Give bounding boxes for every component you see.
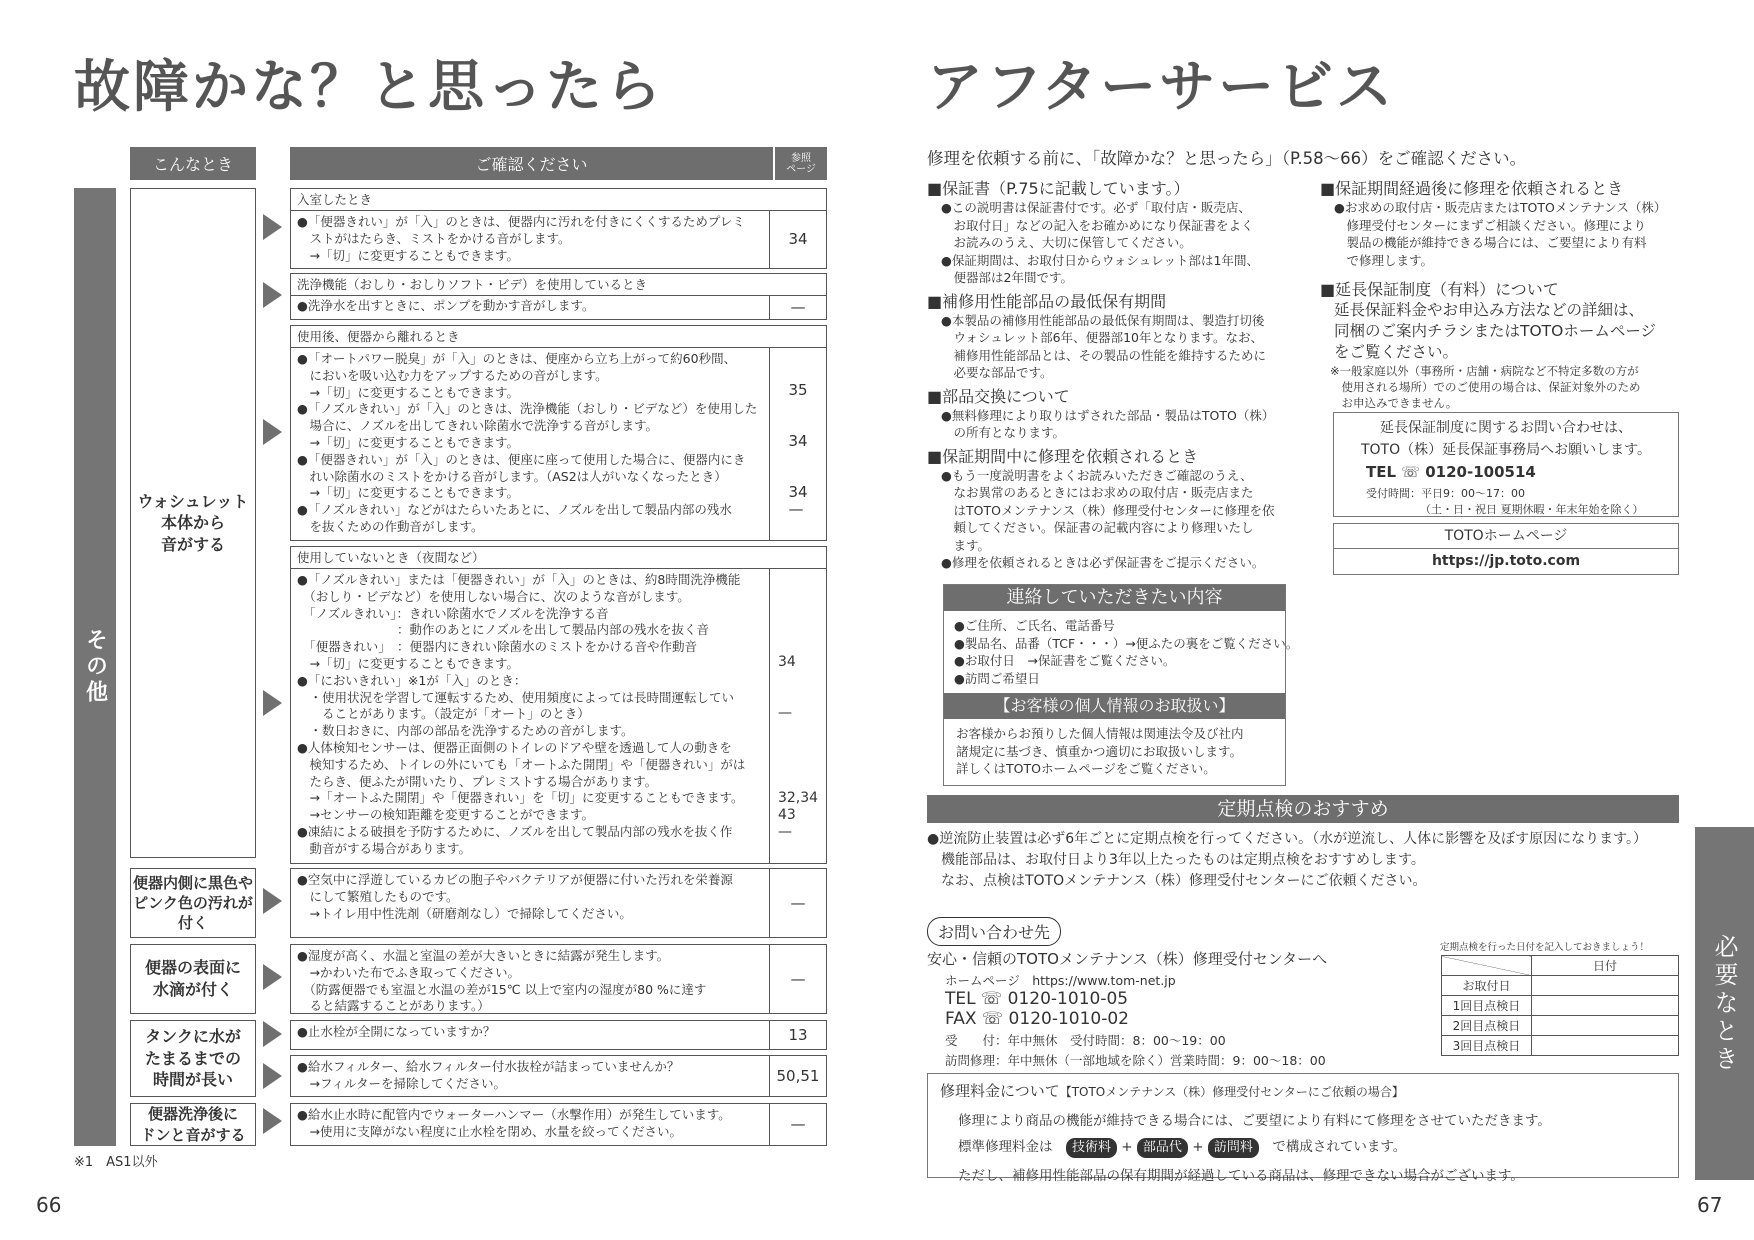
side-label-other: その他 [74, 188, 116, 1146]
group-stopcock: ●止水栓が全開になっていますか？ 13 [290, 1020, 827, 1050]
footnote: ※1 AS1以外 [74, 1155, 158, 1170]
inspection-header: 定期点検のおすすめ [927, 795, 1679, 823]
page-number-right: 67 [1697, 1193, 1723, 1217]
arrow-icon [263, 964, 282, 990]
fee-visit-badge: 訪問料 [1208, 1138, 1259, 1158]
warranty-col1: ■保証書（P.75に記載しています。） ●この説明書は保証書付です。必ず「取付店・販売店、 お取付日」などの記入をお確かめになり保証書をよく お読みのうえ、大切に保管してください。 ●保証期間は、お取付日からウォシュレット部は1年間、 便器部は2年間です。 ■補修用性能部品の最低保有期間 ●本製品の補修用性能部品の最低保有期間は、製造打切後 ウォシュレット部6年、便器部10年となります。なお、 補修用性能部品とは、その製品の性能を維持するために 必要な部品です。 ■部品交換について ●無料修理により取りはずされた部品・製品はTOTO（株） の所有となります。 ■保証期間中に修理を依頼されるとき ●もう一度説明書をよくお読みいただきご確認のうえ、 なお異常のあるときにはお求めの取付店・販売店また はTOTOメンテナンス（株）修理受付センターに修理を依 頼してください。保証書の記載内容により修理いたし ます。 ●修理を依頼されるときは必ず保証書をご提示ください。 [927, 179, 1275, 570]
inspection-body: ●逆流防止装置は必ず6年ごとに定期点検を行ってください。（水が逆流し、人体に影響を及ぼす原因になります。） 機能部品は、お取付日より3年以上たったものは定期点検をおすすめします。 なお、点検はTOTOメンテナンス（株）修理受付センターにご依頼ください。 [927, 831, 1647, 889]
header-check: ご確認ください [290, 147, 773, 180]
group-condensation: ●湿度が高く、水温と室温の差が大きいときに結露が発生します。 →かわいた布でふき取ってください。 （防露便器でも室温と水温の差が15℃ 以上で室内の湿度が80 %に達す ると結露することがあります。） — [290, 944, 827, 1014]
group-stain: ●空気中に浮遊しているカビの胞子やバクテリアが便器に付いた汚れを栄養源 にして繁殖したものです。 →トイレ用中性洗剤（研磨剤なし）で掃除してください。 — [290, 868, 827, 938]
warranty-col2: ■保証期間経過後に修理を依頼されるとき ●お求めの取付店・販売店またはTOTOメンテナンス（株） 修理受付センターにまずご相談ください。修理により 製品の機能が維持できる場合には、ご要望により有料 で修理します。 ■延長保証制度（有料）について 延長保証料金やお申込み方法などの詳細は、 同梱のご案内チラシまたはTOTOホームページ をご覧ください。 ※一般家庭以外（事務所・店舗・病院など不特定多数の方が 使用される場所）でのご使用の場合は、保証対象外のため お申込みできません。 [1320, 179, 1667, 410]
group-filter: ●給水フィルター、給水フィルター付水抜栓が詰まっていませんか？ →フィルターを掃除してください。 50,51 [290, 1055, 827, 1097]
homepage-link[interactable]: https://jp.toto.com [1431, 553, 1581, 569]
contact-info-box: 連絡していただきたい内容 ●ご住所、ご氏名、電話番号 ●製品名、品番（TCF・・・）→便ふたの裏をご覧ください。 ●お取付日 →保証書をご覧ください。 ●訪問ご希望日 【お客様の個人情報のお取扱い】 お客様からお預りした個人情報は関連法令及び社内 諸規定に基づき、慎重かつ適切にお取扱いします。 詳しくはTOTOホームページをご覧ください。 [943, 584, 1286, 786]
side-tab-when-needed: 必要なとき [1695, 827, 1754, 1180]
arrow-icon [263, 1021, 282, 1047]
category-bang-noise: 便器洗浄後に ドンと音がする [130, 1103, 256, 1146]
group-entering: 入室したとき ●「便器きれい」が「入」のときは、便器内に汚れを付きにくくするためプレミ ストがはたらき、ミストをかける音がします。 →「切」に変更することもできます。 34 [290, 188, 827, 269]
page-title-left: 故障かな？と思ったら [74, 55, 664, 120]
header-ref: 参照 ページ [775, 147, 827, 180]
category-tank-slow: タンクに水が たまるまでの 時間が長い [130, 1020, 256, 1097]
contact-label: お問い合わせ先 [927, 917, 1061, 946]
fee-parts-badge: 部品代 [1137, 1138, 1188, 1158]
arrow-icon [263, 282, 282, 308]
arrow-icon [263, 690, 282, 716]
category-stain: 便器内側に黒色や ピンク色の汚れが 付く [130, 868, 256, 938]
arrow-icon [263, 214, 282, 240]
page-number-left: 66 [36, 1193, 62, 1217]
extended-warranty-box: 延長保証制度に関するお問い合わせは、 TOTO（株）延長保証事務局へお願いします。 TEL ☏ 0120-100514 受付時間：平日9：00～17：00 （土・日・祝日 夏期休暇・年末年始を除く） [1333, 412, 1679, 517]
fee-tech-badge: 技術料 [1066, 1138, 1117, 1158]
group-after-use: 使用後、便器から離れるとき ●「オートパワー脱臭」が「入」のときは、便座から立ち上がって約60秒間、 においを吸い込む力をアップするための音がします。 →「切」に変更することもできます。 ●「ノズルきれい」が「入」のときは、洗浄機能（おしり・ビデなど）を使用した 場合に、ノズルを出してきれい除菌水で洗浄する音がします。 →「切」に変更することもできます。 ●「便器きれい」が「入」のときは、便座に座って使用した場合に、便器内にき れい除菌水のミストをかける音がします。（AS2は人がいなくなったとき） →「切」に変更することもできます。 ●「ノズルきれい」などがはたらいたあとに、ノズルを出して製品内部の残水 を抜くための作動音がします。 35 34 34 — [290, 325, 827, 541]
inspection-date-table: 日付 お取付日 1回目点検日 2回目点検日 3回目点検日 [1441, 955, 1679, 1056]
group-washing: 洗浄機能（おしり・おしりソフト・ビデ）を使用しているとき ●洗浄水を出すときに、ポンプを動かす音がします。 — [290, 273, 827, 320]
category-washlet-noise: ウォシュレット 本体から 音がする [130, 188, 256, 858]
header-when: こんなとき [130, 147, 256, 180]
intro-text: 修理を依頼する前に、「故障かな？と思ったら」（P.58～66）をご確認ください。 [927, 149, 1527, 168]
group-water-hammer: ●給水止水時に配管内でウォーターハンマー（水撃作用）が発生しています。 →使用に支障がない程度に止水栓を閉め、水量を絞ってください。 — [290, 1103, 827, 1146]
page-title-right: アフターサービス [927, 55, 1396, 120]
arrow-icon [263, 1108, 282, 1134]
arrow-icon [263, 419, 282, 445]
group-not-in-use: 使用していないとき（夜間など） ●「ノズルきれい」または「便器きれい」が「入」のときは、約8時間洗浄機能 （おしり・ビデなど）を使用しない場合に、次のような音がします。 「ノズルきれい」：きれい除菌水でノズルを洗浄する音 ：動作のあとにノズルを出して製品内部の残水を抜く音 「便器きれい」 ：便器内にきれい除菌水のミストをかける音や作動音 →「切」に変更することもできます。 ●「においきれい」※1が「入」のとき： ・使用状況を学習して運転するため、使用頻度によっては長時間運転してい ることがあります。（設定が「オート」のとき） ・数日おきに、内部の部品を洗浄するための音がします。 ●人体検知センサーは、便器正面側のトイレのドアや壁を透過して人の動きを 検知するため、トイレの外にいても「オートふた開閉」や「便器きれい」がは たらき、便ふたが開いたり、プレミストする場合があります。 →「オートふた開閉」や「便器きれい」を「切」に変更することもできます。 →センサーの検知距離を変更することができます。 ●凍結による破損を予防するために、ノズルを出して製品内部の残水を抜く作 動音がする場合があります。 34 — 32,34 43 — [290, 546, 827, 864]
inspection-table-note: 定期点検を行った日付を記入しておきましょう！ [1440, 942, 1650, 953]
category-condensation: 便器の表面に 水滴が付く [130, 944, 256, 1014]
homepage-box: TOTOホームページ https://jp.toto.com [1333, 523, 1679, 575]
arrow-icon [263, 1063, 282, 1089]
contact-details: 安心・信頼のTOTOメンテナンス（株）修理受付センターへ ホームページ https://www.tom-net.jp TEL ☏ 0120-1010-05 FAX ☏ 0120-1010-02 受 付：年中無休 受付時間：8：00～19：00 訪問修理：年中無休（一部地域を除く）営業時間：9：00～18：00 [927, 950, 1328, 1068]
arrow-icon [263, 888, 282, 914]
repair-fee-box: 修理料金について【TOTOメンテナンス（株）修理受付センターにご依頼の場合】 修理により商品の機能が維持できる場合には、ご要望により有料にて修理をさせていただきます。 標準修理料金は 技術料 + 部品代 + 訪問料 で構成されています。 ただし、補修用性能部品の保有期間が経過している商品は、修理できない場合がございます。 [927, 1073, 1679, 1178]
